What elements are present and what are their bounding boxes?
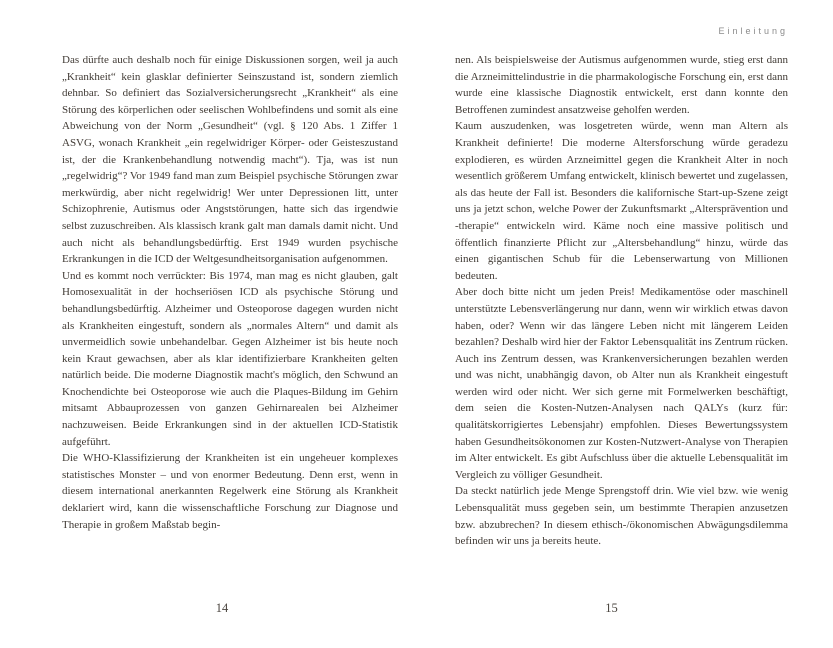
paragraph: nen. Als beispielsweise der Autismus aufgenommen wurde, stieg erst dann die Arzneimittelindustrie in die pharmakologische Forschung ein, erst dann wurde eine klassische Diagnostik entwickelt, erst dann konnte den Betroffenen zumindest ansatzweise geholfen werden. — [455, 54, 788, 116]
left-page-text — [62, 52, 398, 533]
paragraph: Das dürfte auch deshalb noch für einige Diskussionen sorgen, weil ja auch „Krankheit“ kein glasklar definierter Seinszustand ist, sondern ziemlich dehnbar. So definiert das Sozialversicherungsrecht „Krankheit“ als eine Störung des körperlichen oder seelischen Wohlbefindens und somit als eine Abweichung von der Norm „Gesundheit“ (vgl. § 120 Abs. 1 Ziffer 1 ASVG, wonach Krankheit „ein regelwidriger Körper- oder Geisteszustand ist, der die Krankenbehandlung notwendig macht“). Tja, was ist nun „regelwidrig“? Vor 1949 fand man zum Beispiel psychische Störungen zwar merkwürdig, aber nicht regelwidrig! Wer unter Depressionen litt, unter Schizophrenie, Autismus oder Angststörungen, hatte sich das irgendwie selbst zuzuschreiben. Als klassisch krank galt man damals damit nicht. Und auch nicht als behandlungsbedürftig. Erst 1949 wurden psychische Erkrankungen in die ICD der Weltgesundheitsorganisation aufgenommen. — [62, 54, 398, 266]
page-number-left: 14 — [215, 601, 229, 615]
page-number-right: 15 — [605, 601, 618, 615]
paragraph: Da steckt natürlich jede Menge Sprengstoff drin. Wie viel bzw. wie wenig Lebensqualität muss gegeben sein, um bestimmte Therapien anzusetzen bzw. abzubrechen? In diesem ethisch-/ökonomischen Abwägungsdilemma befinden wir uns ja bereits heute. — [455, 485, 788, 548]
running-head: Einleitung — [718, 26, 788, 36]
paragraph: Kaum auszudenken, was losgetreten würde, wenn man Altern als Krankheit definierte! Die moderne Altersforschung würde geradezu explodieren, es würden Arzneimittel gegen die Krankheit Alter in noch wesentlich größerem Umfang entwickelt, klinisch bewertet und zugelassen, als das heute der Fall ist. Besonders die kalifornische Start-up-Szene zeigt uns ja jetzt schon, welche Power der Zukunftsmarkt „Altersprävention und -therapie“ entwickeln wird. Käme noch eine massive politisch und öffentlich finanzierte Pflicht zur „Altersbehandlung“ hinzu, würde das einen gigantischen Schub für die Lebenserwartung von Millionen bedeuten. — [455, 120, 788, 282]
paragraph: Und es kommt noch verrückter: Bis 1974, man mag es nicht glauben, galt Homosexualität in der hochseriösen ICD als psychische Störung und behandlungsbedürftig. Alzheimer und Osteoporose dagegen wurden nicht als Krankheiten eingestuft, sondern als „normales Altern“ und damit als unvermeidlich sowie unbehandelbar. Gegen Alzheimer ist bis heute noch kein Kraut gewachsen, aber als klar identifizierbare Krankheiten gelten natürlich beide. Die moderne Diagnostik macht's möglich, den Schwund an Knochendichte bei Osteoporose wie auch die Plaques-Bildung im Gehirn mitsamt Abbauprozessen von ganzen Gehirnarealen bei Alzheimer nachzuweisen. Beide Erkrankungen sind in der aktuellen ICD-Statistik aufgeführt. — [62, 269, 398, 448]
right-page-text — [455, 52, 788, 550]
paragraph: Die WHO-Klassifizierung der Krankheiten ist ein ungeheuer komplexes statistisches Monster – und von enormer Bedeutung. Denn erst, wenn in diesem international anerkannten Regelwerk eine Störung als Krankheit deklariert wird, kann die wissenschaftliche Forschung zur Diagnose und Therapie in großem Maßstab begin- — [62, 452, 398, 531]
paragraph: Aber doch bitte nicht um jeden Preis! Medikamentöse oder maschinell unterstützte Lebensverlängerung nur dann, wenn wir wirklich etwas davon haben, oder? Wenn wir das längere Leben nicht mit längerem Leiden bezahlen? Deshalb wird hier der Faktor Lebensqualität ins Zentrum rücken. Auch ins Zentrum dessen, was Krankenversicherungen bezahlen werden und was nicht, unabhängig davon, ob Alter nun als Krankheit eingestuft werden wird oder nicht. Wer sich gerne mit Formelwerken beschäftigt, dem seien die Kosten-Nutzen-Analysen nach QALYs (kurz für: qualitätskorrigiertes Lebensjahr) empfohlen. Dieses Bewertungssystem haben Gesundheitsökonomen zur Kosten-Nutzwert-Analyse von Therapien im Alter entwickelt. Es gibt Aufschluss über die aktuelle Lebensqualität im Vergleich zu völliger Gesundheit. — [455, 286, 788, 481]
